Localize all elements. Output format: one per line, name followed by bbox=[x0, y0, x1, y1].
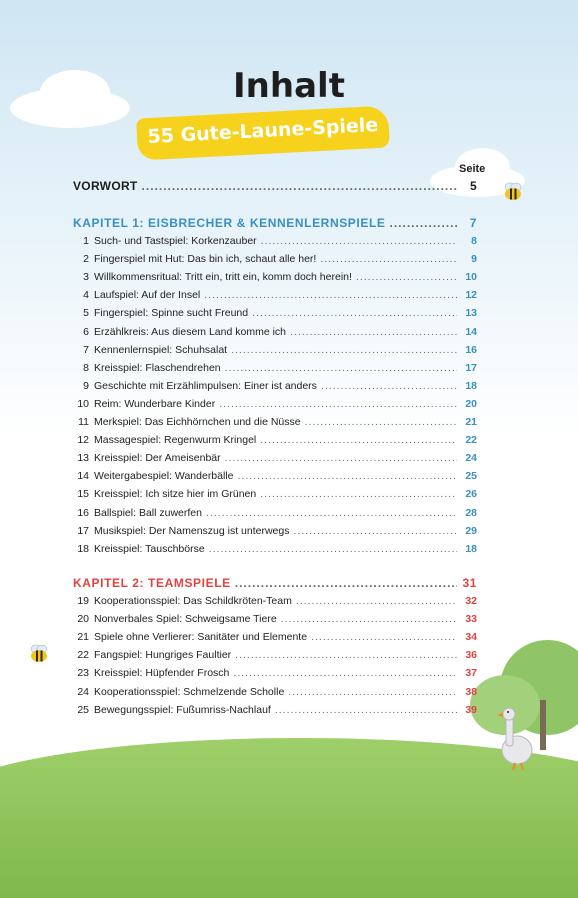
entry-title: Geschichte mit Erzählimpulsen: Einer ist anders bbox=[94, 379, 317, 392]
entry-number: 7 bbox=[83, 343, 89, 356]
leader-dots bbox=[206, 507, 457, 519]
entry-page: 13 bbox=[465, 307, 477, 320]
toc-entry[interactable] bbox=[73, 488, 477, 506]
entry-page: 18 bbox=[465, 379, 477, 392]
leader-dots bbox=[238, 470, 458, 482]
toc-entry[interactable] bbox=[73, 271, 477, 289]
entry-number: 8 bbox=[83, 361, 89, 374]
toc-entry[interactable] bbox=[73, 649, 477, 667]
entry-number: 6 bbox=[83, 325, 89, 338]
entry-page: 22 bbox=[465, 434, 477, 447]
entry-title: Bewegungsspiel: Fußumriss-Nachlauf bbox=[94, 703, 271, 716]
green-hill bbox=[0, 738, 578, 898]
leader-dots bbox=[261, 235, 457, 247]
entry-page: 10 bbox=[465, 271, 477, 284]
leader-dots bbox=[294, 525, 458, 537]
toc-entry[interactable] bbox=[73, 344, 477, 362]
chapter-2-label: KAPITEL 2: TEAMSPIELE bbox=[73, 576, 231, 590]
toc-entry[interactable] bbox=[73, 667, 477, 685]
toc-vorwort-page: 5 bbox=[470, 179, 477, 193]
chapter-1-page: 7 bbox=[469, 216, 477, 230]
entry-page: 38 bbox=[465, 685, 477, 698]
goose-icon bbox=[495, 702, 535, 772]
entry-title: Musikspiel: Der Namenszug ist unterwegs bbox=[94, 524, 290, 537]
entry-number: 9 bbox=[83, 379, 89, 392]
entry-title: Kreisspiel: Ich sitze hier im Grünen bbox=[94, 488, 257, 501]
entry-number: 12 bbox=[77, 434, 89, 447]
toc-entry[interactable] bbox=[73, 416, 477, 434]
entry-title: Kreisspiel: Der Ameisenbär bbox=[94, 452, 221, 465]
toc-chapter-1[interactable] bbox=[73, 216, 477, 234]
entry-page: 33 bbox=[465, 613, 477, 626]
toc-entry[interactable] bbox=[73, 613, 477, 631]
toc-entry[interactable] bbox=[73, 289, 477, 307]
entry-page: 12 bbox=[465, 289, 477, 302]
leader-dots bbox=[390, 216, 458, 230]
entry-number: 16 bbox=[77, 506, 89, 519]
tree-trunk bbox=[540, 700, 546, 750]
entry-number: 21 bbox=[77, 631, 89, 644]
entry-page: 8 bbox=[471, 235, 477, 247]
toc-entry[interactable] bbox=[73, 253, 477, 271]
leader-dots bbox=[305, 416, 457, 428]
entry-page: 28 bbox=[465, 506, 477, 519]
entry-number: 22 bbox=[77, 649, 89, 662]
leader-dots bbox=[235, 576, 457, 590]
entry-title: Kreisspiel: Tauschbörse bbox=[94, 542, 205, 555]
leader-dots bbox=[288, 686, 457, 698]
entry-title: Spiele ohne Verlierer: Sanitäter und Elemente bbox=[94, 631, 308, 644]
leader-dots bbox=[204, 289, 457, 301]
entry-number: 13 bbox=[77, 452, 89, 465]
entry-title: Weitergabespiel: Wanderbälle bbox=[94, 470, 234, 483]
toc-entry[interactable] bbox=[73, 704, 477, 722]
subtitle: 55 Gute-Laune-Spiele bbox=[147, 113, 379, 149]
entry-number: 3 bbox=[83, 271, 89, 284]
entry-title: Laufspiel: Auf der Insel bbox=[94, 289, 201, 302]
toc-entry[interactable] bbox=[73, 525, 477, 543]
entry-title: Such- und Tastspiel: Korkenzauber bbox=[94, 235, 257, 247]
entry-page: 18 bbox=[465, 542, 477, 555]
entry-page: 37 bbox=[465, 667, 477, 680]
toc-entry[interactable] bbox=[73, 307, 477, 325]
entry-title: Kreisspiel: Flaschendrehen bbox=[94, 361, 221, 374]
entry-number: 19 bbox=[77, 595, 89, 607]
entry-number: 25 bbox=[77, 703, 89, 716]
leader-dots bbox=[235, 649, 457, 661]
leader-dots bbox=[281, 613, 457, 625]
entry-title: Massagespiel: Regenwurm Kringel bbox=[94, 434, 257, 447]
leader-dots bbox=[142, 179, 457, 193]
entry-page: 21 bbox=[465, 416, 477, 428]
toc-entry[interactable] bbox=[73, 595, 477, 613]
entry-page: 9 bbox=[471, 253, 477, 266]
entry-page: 34 bbox=[465, 631, 477, 644]
bee-icon bbox=[502, 182, 524, 202]
toc-entry[interactable] bbox=[73, 434, 477, 452]
toc-vorwort[interactable] bbox=[73, 179, 477, 197]
entry-title: Fingerspiel: Spinne sucht Freund bbox=[94, 307, 249, 320]
entry-number: 10 bbox=[77, 397, 89, 410]
leader-dots bbox=[320, 253, 457, 265]
entry-title: Kooperationsspiel: Schmelzende Scholle bbox=[94, 685, 285, 698]
entry-title: Erzählkreis: Aus diesem Land komme ich bbox=[94, 325, 286, 338]
entry-title: Merkspiel: Das Eichhörnchen und die Nüsse bbox=[94, 416, 301, 428]
entry-number: 20 bbox=[77, 613, 89, 626]
entry-title: Ballspiel: Ball zuwerfen bbox=[94, 506, 202, 519]
toc-entry[interactable] bbox=[73, 507, 477, 525]
entry-title: Fingerspiel mit Hut: Das bin ich, schaut alle her! bbox=[94, 253, 317, 266]
leader-dots bbox=[356, 271, 457, 283]
entry-page: 16 bbox=[465, 343, 477, 356]
entry-page: 25 bbox=[465, 470, 477, 483]
entry-number: 24 bbox=[77, 685, 89, 698]
toc-entry[interactable] bbox=[73, 326, 477, 344]
entry-page: 39 bbox=[465, 703, 477, 716]
leader-dots bbox=[321, 380, 457, 392]
page-title: Inhalt bbox=[233, 66, 345, 106]
entry-number: 11 bbox=[78, 416, 89, 428]
entry-page: 14 bbox=[465, 325, 477, 338]
toc-entry[interactable] bbox=[73, 362, 477, 380]
toc-entry[interactable] bbox=[73, 470, 477, 488]
entry-number: 2 bbox=[83, 253, 89, 266]
leader-dots bbox=[260, 488, 457, 500]
entry-number: 14 bbox=[77, 470, 89, 483]
entry-number: 1 bbox=[83, 235, 89, 247]
toc-entry[interactable] bbox=[73, 631, 477, 649]
leader-dots bbox=[225, 362, 457, 374]
entry-number: 5 bbox=[83, 307, 89, 320]
toc-vorwort-label: VORWORT bbox=[73, 179, 138, 193]
entry-title: Kooperationsspiel: Das Schildkröten-Team bbox=[94, 595, 292, 607]
entry-page: 20 bbox=[465, 397, 477, 410]
leader-dots bbox=[311, 631, 457, 643]
leader-dots bbox=[233, 667, 457, 679]
entry-page: 17 bbox=[465, 361, 477, 374]
entry-page: 36 bbox=[465, 649, 477, 662]
entry-title: Willkommensritual: Tritt ein, tritt ein, komm doch herein! bbox=[94, 271, 352, 284]
chapter-2-page: 31 bbox=[462, 576, 477, 590]
entry-number: 23 bbox=[77, 667, 89, 680]
leader-dots bbox=[231, 344, 457, 356]
entry-page: 24 bbox=[465, 452, 477, 465]
leader-dots bbox=[225, 452, 457, 464]
page-column-label: Seite bbox=[459, 163, 486, 175]
toc-entry[interactable] bbox=[73, 686, 477, 704]
leader-dots bbox=[275, 704, 457, 716]
entry-title: Fangspiel: Hungriges Faultier bbox=[94, 649, 232, 662]
entry-page: 32 bbox=[465, 595, 477, 607]
toc-entry[interactable] bbox=[73, 543, 477, 561]
leader-dots bbox=[252, 307, 457, 319]
leader-dots bbox=[260, 434, 457, 446]
entry-title: Kennenlernspiel: Schuhsalat bbox=[94, 343, 228, 356]
chapter-1-label: KAPITEL 1: EISBRECHER & KENNENLERNSPIELE bbox=[73, 216, 386, 230]
leader-dots bbox=[219, 398, 457, 410]
toc-entry[interactable] bbox=[73, 398, 477, 416]
subtitle-banner bbox=[136, 105, 390, 160]
entry-number: 15 bbox=[77, 488, 89, 501]
entry-title: Kreisspiel: Hüpfender Frosch bbox=[94, 667, 230, 680]
leader-dots bbox=[209, 543, 457, 555]
entry-title: Reim: Wunderbare Kinder bbox=[94, 397, 216, 410]
entry-title: Nonverbales Spiel: Schweigsame Tiere bbox=[94, 613, 277, 626]
entry-number: 18 bbox=[77, 542, 89, 555]
toc-entry[interactable] bbox=[73, 235, 477, 253]
toc-chapter-2[interactable] bbox=[73, 576, 477, 594]
leader-dots bbox=[296, 595, 457, 607]
bee-icon-2 bbox=[28, 644, 50, 664]
toc-entry[interactable] bbox=[73, 380, 477, 398]
entry-number: 4 bbox=[83, 289, 89, 302]
entry-page: 29 bbox=[465, 524, 477, 537]
toc-entry[interactable] bbox=[73, 452, 477, 470]
entry-number: 17 bbox=[77, 524, 89, 537]
entry-page: 26 bbox=[465, 488, 477, 501]
leader-dots bbox=[290, 326, 457, 338]
